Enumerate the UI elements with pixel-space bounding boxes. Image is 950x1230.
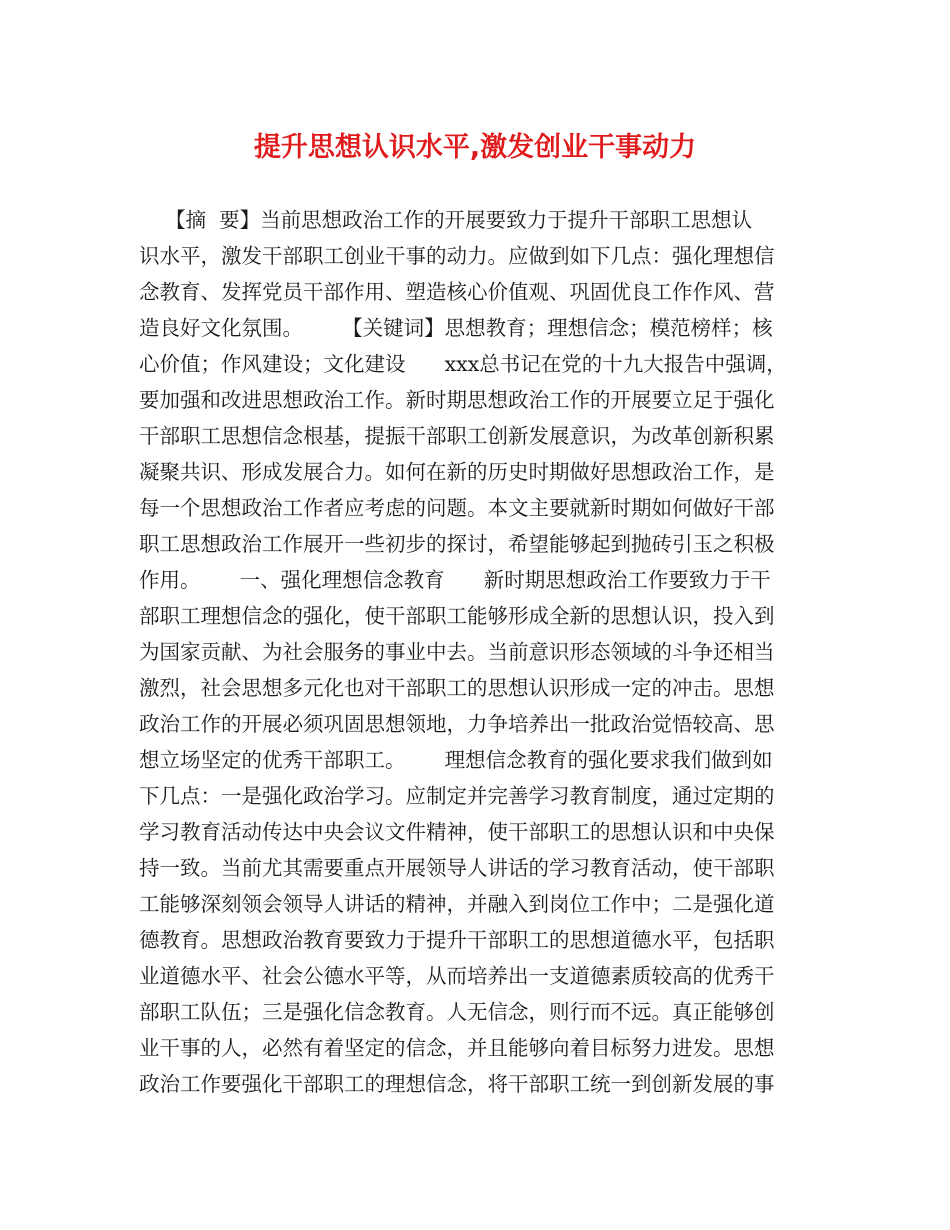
body-line: 为国家贡献、为社会服务的事业中去。当前意识形态领域的斗争还相当 — [139, 640, 775, 664]
body-line: 心价值；作风建设；文化建设 xxx总书记在党的十九大报告中强调， — [139, 352, 787, 376]
body-line: 念教育、发挥党员干部作用、塑造核心价值观、巩固优良工作作风、营 — [139, 280, 775, 304]
body-line: 工能够深刻领会领导人讲话的精神，并融入到岗位工作中；二是强化道 — [139, 892, 775, 916]
body-line: 学习教育活动传达中央会议文件精神，使干部职工的思想认识和中央保 — [139, 820, 775, 844]
body-line: 想立场坚定的优秀干部职工。 理想信念教育的强化要求我们做到如 — [139, 748, 773, 772]
body-line: 下几点：一是强化政治学习。应制定并完善学习教育制度，通过定期的 — [139, 784, 775, 808]
body-line: 政治工作要强化干部职工的理想信念，将干部职工统一到创新发展的事 — [139, 1072, 775, 1096]
body-line: 识水平，激发干部职工创业干事的动力。应做到如下几点：强化理想信 — [139, 244, 775, 268]
body-line: 每一个思想政治工作者应考虑的问题。本文主要就新时期如何做好干部 — [139, 496, 775, 520]
body-line: 造良好文化氛围。 【关键词】思想教育；理想信念；模范榜样；核 — [139, 316, 773, 340]
body-line: 政治工作的开展必须巩固思想领地，力争培养出一批政治觉悟较高、思 — [139, 712, 775, 736]
body-line: 业干事的人，必然有着坚定的信念，并且能够向着目标努力进发。思想 — [139, 1036, 775, 1060]
body-line: 业道德水平、社会公德水平等，从而培养出一支道德素质较高的优秀干 — [139, 964, 775, 988]
body-line: 激烈，社会思想多元化也对干部职工的思想认识形成一定的冲击。思想 — [139, 676, 775, 700]
body-line: 部职工理想信念的强化，使干部职工能够形成全新的思想认识，投入到 — [139, 604, 775, 628]
body-line: 干部职工思想信念根基，提振干部职工创新发展意识，为改革创新积累 — [139, 424, 775, 448]
body-line: 持一致。当前尤其需要重点开展领导人讲话的学习教育活动，使干部职 — [139, 856, 775, 880]
body-line: 德教育。思想政治教育要致力于提升干部职工的思想道德水平，包括职 — [139, 928, 775, 952]
body-line: 要加强和改进思想政治工作。新时期思想政治工作的开展要立足于强化 — [139, 388, 775, 412]
body-line: 职工思想政治工作展开一些初步的探讨，希望能够起到抛砖引玉之积极 — [139, 532, 775, 556]
body-line: 凝聚共识、形成发展合力。如何在新的历史时期做好思想政治工作，是 — [139, 460, 775, 484]
body-line: 作用。 一、强化理想信念教育 新时期思想政治工作要致力于干 — [139, 568, 771, 592]
document-title: 提升思想认识水平,激发创业干事动力 — [253, 132, 697, 163]
body-line: 【摘 要】当前思想政治工作的开展要致力于提升干部职工思想认 — [139, 208, 753, 232]
document-body — [139, 202, 819, 1102]
body-line: 部职工队伍；三是强化信念教育。人无信念，则行而不远。真正能够创 — [139, 1000, 775, 1024]
